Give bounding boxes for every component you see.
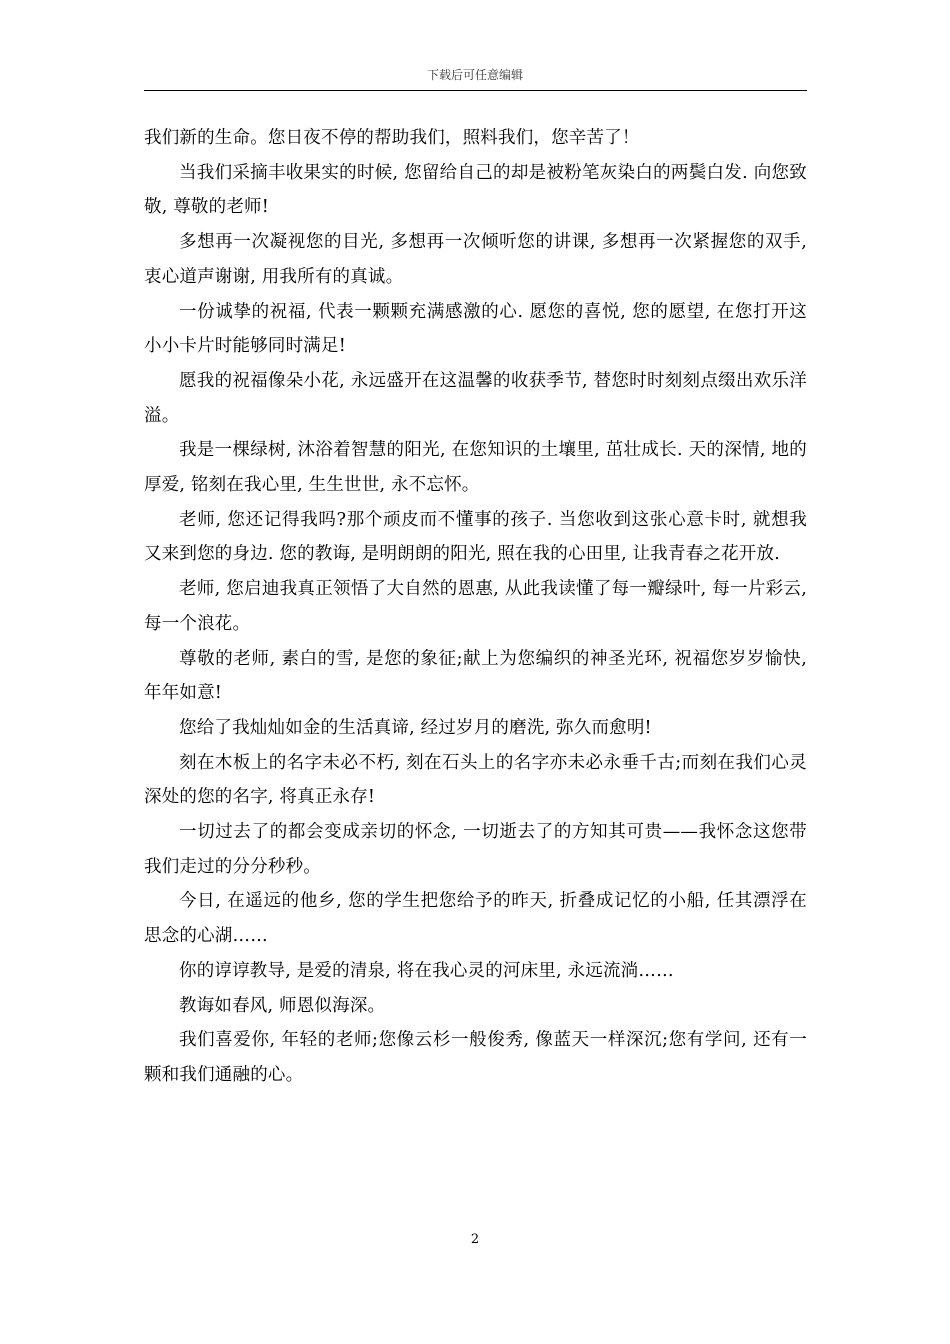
paragraph: 刻在木板上的名字未必不朽, 刻在石头上的名字亦未必永垂千古;而刻在我们心灵深处的您的名字, 将真正永存! (144, 752, 807, 808)
paragraph: 愿我的祝福像朵小花, 永远盛开在这温馨的收获季节, 替您时时刻刻点缀出欢乐洋溢。 (144, 370, 807, 426)
paragraph: 当我们采摘丰收果实的时候, 您留给自己的却是被粉笔灰染白的两鬓白发. 向您致敬, 尊敬的老师! (144, 162, 807, 218)
header-divider (144, 90, 807, 91)
paragraph: 一份诚挚的祝福, 代表一颗颗充满感激的心. 愿您的喜悦, 您的愿望, 在您打开这小小卡片时能够同时满足! (144, 301, 807, 357)
paragraph: 我们喜爱你, 年轻的老师;您像云杉一般俊秀, 像蓝天一样深沉;您有学问, 还有一颗和我们通融的心。 (144, 1030, 807, 1085)
paragraph: 教诲如春风, 师恩似海深。 (179, 995, 386, 1016)
paragraph: 我是一棵绿树, 沐浴着智慧的阳光, 在您知识的土壤里, 茁壮成长. 天的深情, 地的厚爱, 铭刻在我心里, 生生世世, 永不忘怀。 (144, 440, 807, 496)
paragraph: 尊敬的老师, 素白的雪, 是您的象征;献上为您编织的神圣光环, 祝福您岁岁愉快, 年年如意! (144, 648, 807, 704)
document-body (144, 121, 807, 1093)
paragraph: 一切过去了的都会变成亲切的怀念, 一切逝去了的方知其可贵——我怀念这您带我们走过的分分秒秒。 (144, 822, 807, 877)
page-header: 下载后可任意编辑 (426, 68, 523, 82)
paragraph-continuation: 我们新的生命。您日夜不停的帮助我们，照料我们，您辛苦了！ (144, 128, 640, 148)
paragraph: 多想再一次凝视您的目光, 多想再一次倾听您的讲课, 多想再一次紧握您的双手, 衷心道声谢谢, 用我所有的真诚。 (144, 232, 807, 287)
paragraph: 今日, 在遥远的他乡, 您的学生把您给予的昨天, 折叠成记忆的小船, 任其漂浮在思念的心湖…… (144, 891, 807, 947)
paragraph: 老师, 您启迪我真正领悟了大自然的恩惠, 从此我读懂了每一瓣绿叶, 每一片彩云, 每一个浪花。 (144, 579, 807, 634)
paragraph: 你的谆谆教导, 是爱的清泉, 将在我心灵的河床里, 永远流淌…… (179, 960, 674, 981)
page-number: 2 (470, 1232, 480, 1247)
paragraph: 您给了我灿灿如金的生活真谛, 经过岁月的磨洗, 弥久而愈明! (179, 717, 652, 738)
paragraph: 老师, 您还记得我吗?那个顽皮而不懂事的孩子. 当您收到这张心意卡时, 就想我又来到您的身边. 您的教诲, 是明朗朗的阳光, 照在我的心田里, 让我青春之花开放. (144, 509, 807, 565)
